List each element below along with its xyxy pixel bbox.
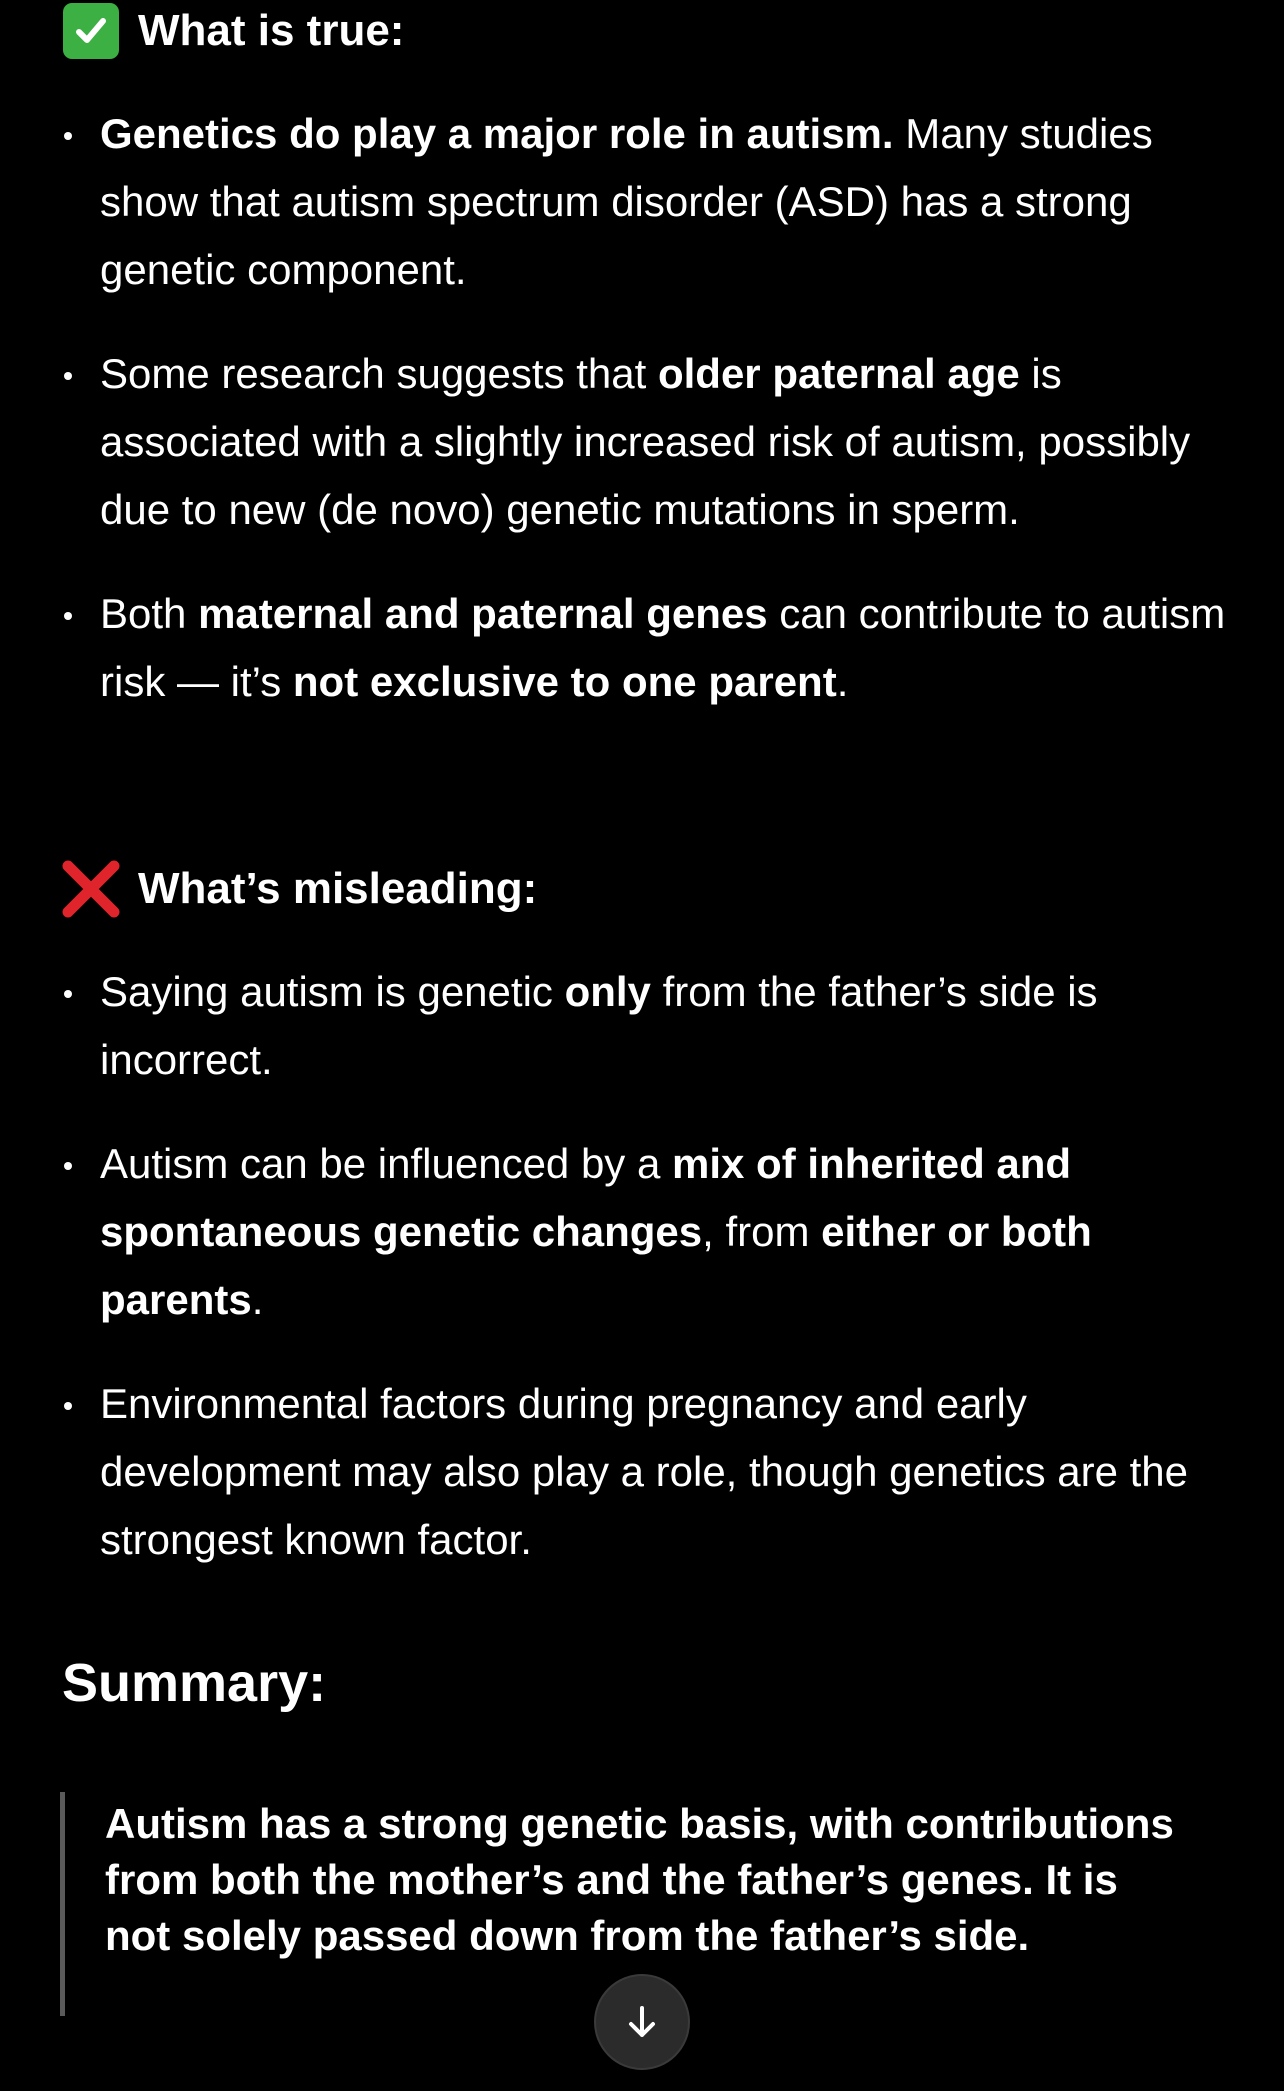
text: Many studies show that autism spectrum disorder (ASD) has a strong genetic component. (100, 110, 1153, 293)
arrow-down-icon (622, 2002, 662, 2042)
text: is associated with a slightly increased risk of autism, possibly due to new (de novo) genetic mutations in sperm. (100, 350, 1191, 533)
bold-text: older paternal age (657, 350, 1020, 397)
bold-text: either or both parents (100, 1208, 1092, 1323)
list-item (62, 1370, 1232, 1574)
text: , from (702, 1208, 822, 1255)
list-item (62, 100, 1232, 304)
text: Both (100, 590, 199, 637)
list-item (62, 580, 1232, 716)
misleading-heading-text: What’s misleading: (138, 864, 538, 913)
summary-title: Summary: (62, 1653, 327, 1713)
list-item (62, 340, 1232, 544)
bold-text: mix of inherited and spontaneous genetic changes (100, 1140, 1072, 1255)
text: can contribute to autism risk — it’s (100, 590, 1226, 705)
bold-text: not exclusive to one parent (292, 658, 837, 705)
text: . (251, 1276, 264, 1323)
misleading-bullet-list (62, 958, 1232, 1574)
text: Environmental factors during pregnancy and early development may also play a role, though genetics are the strongest known factor. (100, 1380, 1189, 1563)
bold-text: only (564, 968, 651, 1015)
text: from the father’s side is incorrect. (100, 968, 1098, 1083)
scroll-to-bottom-button[interactable] (594, 1974, 690, 2070)
misleading-section-heading (62, 858, 537, 920)
bold-text: Genetics do play a major role in autism. (100, 110, 894, 157)
text: Autism can be influenced by a (100, 1140, 673, 1187)
true-section-heading (62, 0, 404, 62)
list-item (62, 1130, 1232, 1334)
bold-text: maternal and paternal genes (198, 590, 768, 637)
summary-quote-text: Autism has a strong genetic basis, with contributions from both the mother’s and the father’s genes. It is not solely passed down from the father’s side. (105, 1800, 1174, 1959)
cross-mark-icon (62, 860, 120, 918)
true-heading-text: What is true: (138, 6, 405, 55)
text: . (836, 658, 849, 705)
true-bullet-list (62, 100, 1232, 716)
check-mark-icon (62, 2, 120, 60)
list-item (62, 958, 1232, 1094)
text: Saying autism is genetic (100, 968, 565, 1015)
text: Some research suggests that (100, 350, 658, 397)
